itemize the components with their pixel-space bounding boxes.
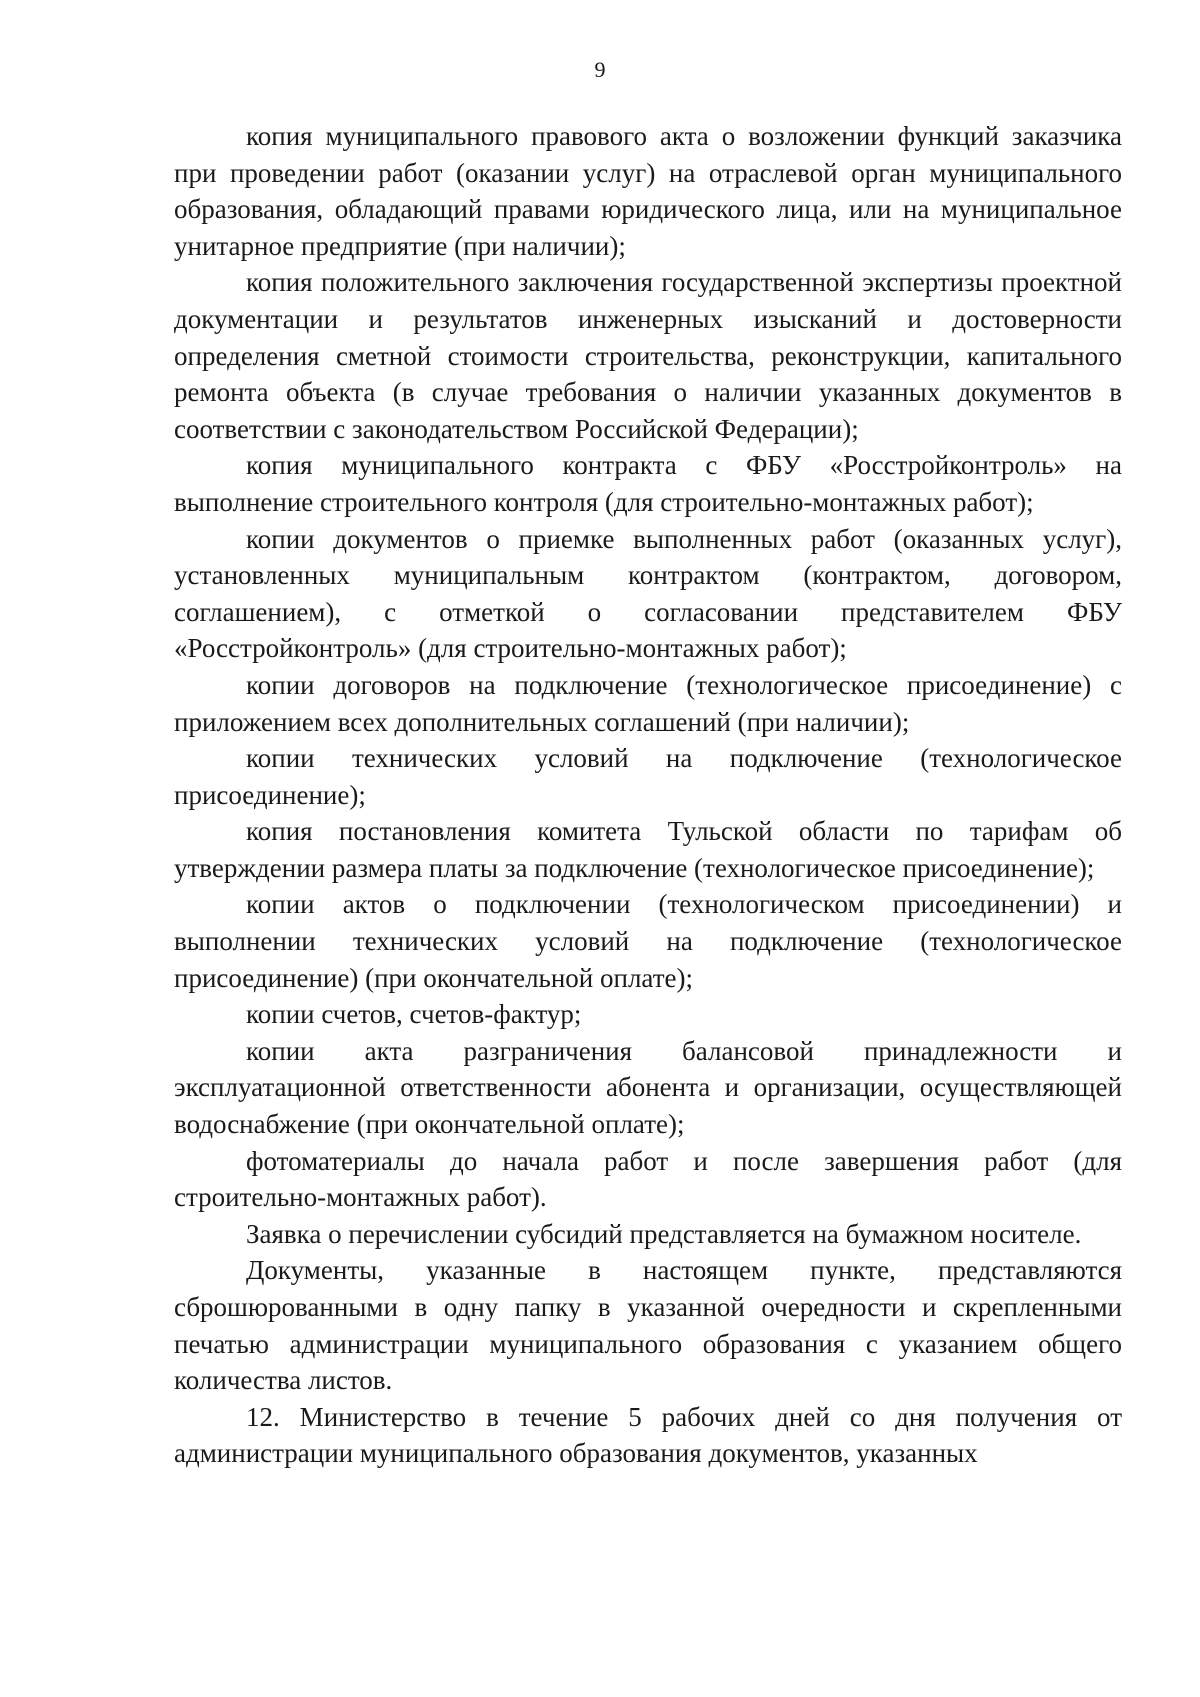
paragraph-photo-materials: фотоматериалы до начала работ и после завершения работ (для строительно-монтажных работ). [174,1145,1122,1213]
paragraph-municipal-act-copy: копия муниципального правового акта о возложении функций заказчика при проведении работ (оказании услуг) на отраслевой орган муниципального образования, обладающий правами юридического лица, или на муниципальное унитарное предприятие (при наличии); [174,121,1122,261]
paragraph-balance-demarcation-act: копии акта разграничения балансовой принадлежности и эксплуатационной ответственности абонента и организации, осуществляющей водоснабжение (при окончательной оплате); [174,1035,1122,1140]
paragraph-binding-requirements: Документы, указанные в настоящем пункте, представляются сброшюрованными в одну папку в указанной очередности и скрепленными печатью администрации муниципального образования с указанием общего количества листов. [174,1255,1122,1396]
paragraph-invoices: копии счетов, счетов-фактур; [246,999,582,1030]
paragraph-paper-application: Заявка о перечислении субсидий представляется на бумажном носителе. [246,1218,1082,1249]
paragraph-acceptance-documents: копии документов о приемке выполненных работ (оказанных услуг), установленных муниципальным контрактом (контрактом, договором, соглашением), с отметкой о согласовании представителем ФБУ «Росстройконтроль» (для строительно-монтажных работ); [174,523,1122,664]
paragraph-construction-control-contract: копия муниципального контракта с ФБУ «Росстройконтроль» на выполнение строительного контроля (для строительно-монтажных работ); [174,450,1122,517]
page-number: 9 [594,57,606,82]
paragraph-technical-conditions: копии технических условий на подключение (технологическое присоединение); [174,743,1122,810]
paragraph-connection-agreements: копии договоров на подключение (технологическое присоединение) с приложением всех дополнительных соглашений (при наличии); [174,669,1122,737]
paragraph-state-expertise-copy: копия положительного заключения государственной экспертизы проектной документации и результатов инженерных изысканий и достоверности определения сметной стоимости строительства, реконструкции, капитального ремонта объекта (в случае требования о наличии указанных документов в соответствии с законодательством Российской Федерации); [174,267,1122,444]
paragraph-tariff-resolution: копия постановления комитета Тульской области по тарифам об утверждении размера платы за подключение (технологическое присоединение); [174,816,1122,883]
paragraph-connection-acts: копии актов о подключении (технологическом присоединении) и выполнении технических условий на подключение (технологическое присоединение) (при окончательной оплате); [174,889,1122,993]
paragraph-clause-12: 12. Министерство в течение 5 рабочих дней со дня получения от администрации муниципального образования документов, указанных [174,1401,1122,1469]
document-body [174,118,1122,1472]
